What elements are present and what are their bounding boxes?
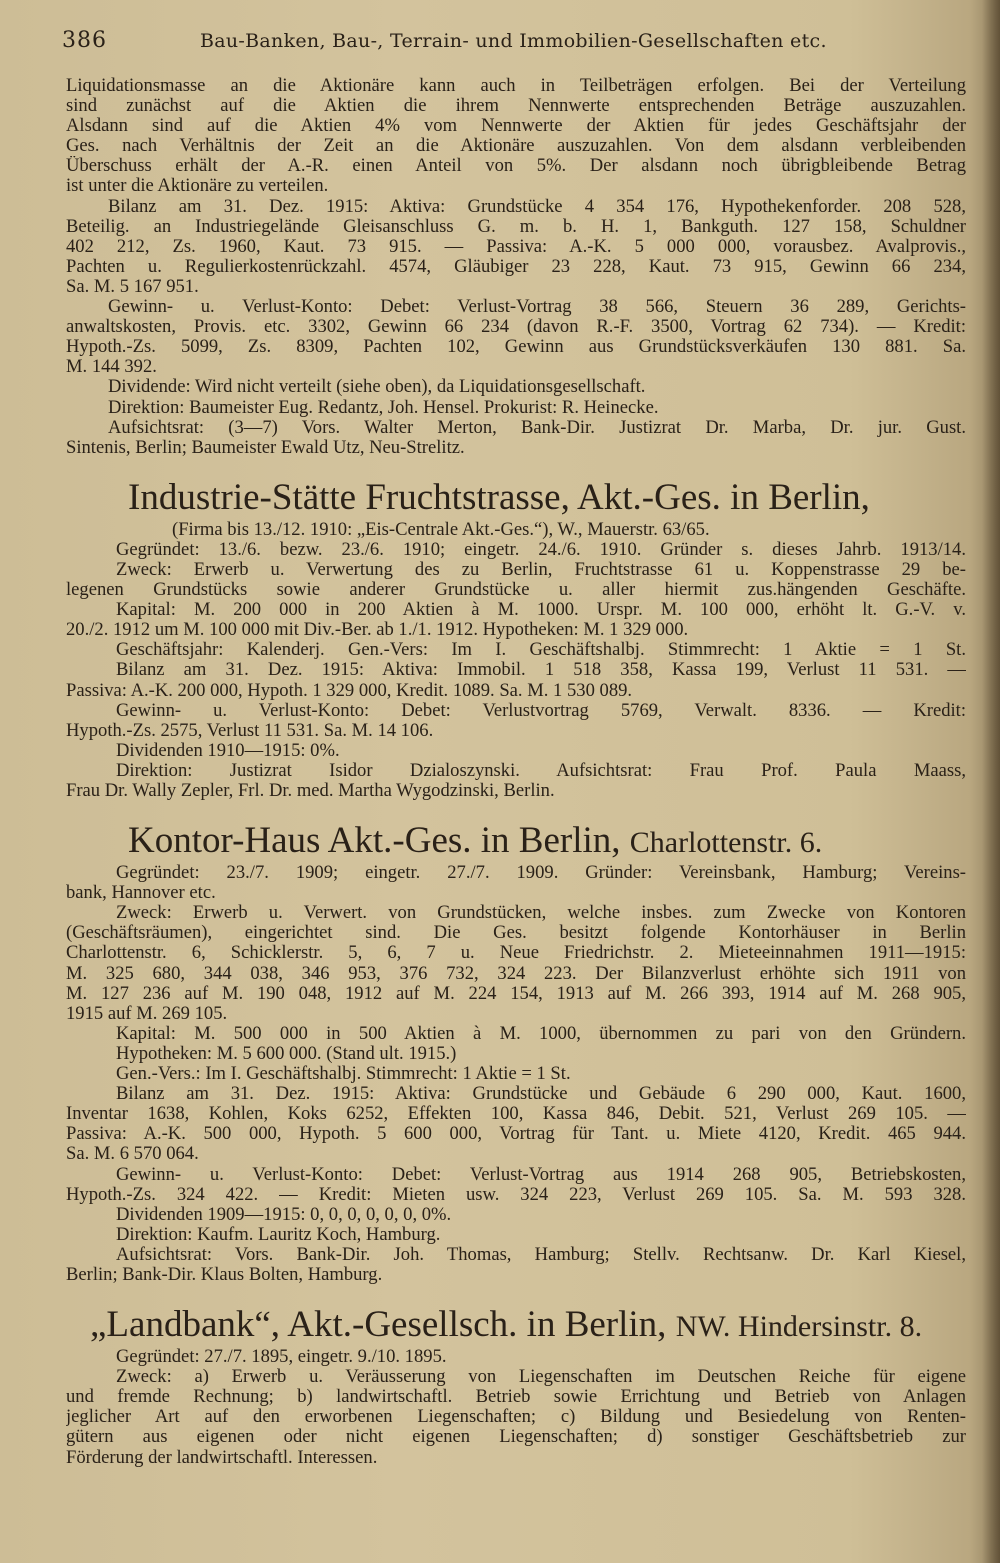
entry-title: „Landbank“, Akt.-Gesellsch. in Berlin, <box>90 1304 667 1346</box>
entry-title: Industrie-Stätte Fruchtstrasse, Akt.-Ges. in Berlin, <box>128 476 870 518</box>
text-line: 1915 auf M. 269 105. <box>66 1003 228 1024</box>
text-line: Zweck: a) Erwerb u. Veräusserung von Liegenschaften im Deutschen Reiche für eigene <box>116 1367 966 1388</box>
text-line: bank, Hannover etc. <box>66 883 216 904</box>
entry-address: NW. Hindersinstr. 8. <box>675 1310 923 1344</box>
text-line: und fremde Rechnung; b) landwirtschaftl. Betrieb sowie Errichtung und Betrieb von Anlagen <box>66 1387 966 1408</box>
text-line: (Geschäftsräumen), eingerichtet sind. Die Ges. besitzt folgende Kontorhäuser in Berlin <box>66 923 966 944</box>
text-line: Förderung der landwirtschaftl. Interessen. <box>66 1447 378 1468</box>
text-line: Dividende: Wird nicht verteilt (siehe oben), da Liquidationsgesellschaft. <box>108 377 646 398</box>
text-line: M. 144 392. <box>66 357 157 378</box>
text-line: Gewinn- u. Verlust-Konto: Debet: Verlust-Vortrag aus 1914 268 905, Betriebskosten, <box>116 1164 966 1185</box>
entry-landbank <box>66 1303 966 1468</box>
text-line: Pachten u. Regulierkostenrückzahl. 4574, Gläubiger 23 228, Kaut. 73 915, Gewinn 66 234, <box>66 256 966 277</box>
text-line: Zweck: Erwerb u. Verwertung des zu Berlin, Fruchtstrasse 61 u. Koppenstrasse 29 be- <box>116 559 966 580</box>
text-line: Direktion: Baumeister Eug. Redantz, Joh. Hensel. Prokurist: R. Heinecke. <box>108 397 659 418</box>
text-line: Kapital: M. 200 000 in 200 Aktien à M. 1000. Urspr. M. 100 000, erhöht lt. G.-V. v. <box>116 600 966 621</box>
text-line: Direktion: Justizrat Isidor Dzialoszynski. Aufsichtsrat: Frau Prof. Paula Maass, <box>116 760 966 781</box>
entry-title-row <box>66 1303 966 1347</box>
text-line: Hypotheken: M. 5 600 000. (Stand ult. 1915.) <box>116 1043 457 1064</box>
text-line: Hypoth.-Zs. 5099, Zs. 8309, Pachten 102, Gewinn aus Grundstücksverkäufen 130 881. Sa. <box>66 337 966 358</box>
running-head: Bau-Banken, Bau-, Terrain- und Immobilien-Gesellschaften etc. <box>200 30 827 52</box>
text-line: 20./2. 1912 um M. 100 000 mit Div.-Ber. ab 1./1. 1912. Hypotheken: M. 1 329 000. <box>66 620 689 641</box>
text-line: Überschuss erhält der A.-R. einen Anteil von 5%. Der alsdann noch übrigbleibende Betrag <box>66 156 966 177</box>
page-header <box>62 26 942 56</box>
text-line: Aufsichtsrat: (3—7) Vors. Walter Merton, Bank-Dir. Justizrat Dr. Marba, Dr. jur. Gust. <box>108 417 966 438</box>
text-line: Gewinn- u. Verlust-Konto: Debet: Verlustvortrag 5769, Verwalt. 8336. — Kredit: <box>116 700 966 721</box>
text-line: Gewinn- u. Verlust-Konto: Debet: Verlust-Vortrag 38 566, Steuern 36 289, Gerichts- <box>108 297 966 318</box>
text-line: jeglicher Art auf den erworbenen Liegenschaften; c) Bildung und Besiedelung von Renten- <box>66 1407 966 1428</box>
text-line: Beteilig. an Industriegelände Gleisanschluss G. m. b. H. 1, Bankguth. 127 158, Schuldner <box>66 216 966 237</box>
page-content <box>66 76 966 1468</box>
text-line: Hypoth.-Zs. 324 422. — Kredit: Mieten usw. 324 223, Verlust 269 105. Sa. M. 593 328. <box>66 1184 966 1205</box>
text-line: Charlottenstr. 6, Schicklerstr. 5, 6, 7 u. Neue Friedrichstr. 2. Mieteeinnahmen 1911—1915: <box>66 943 966 964</box>
text-line: Dividenden 1910—1915: 0%. <box>116 740 340 761</box>
entry-address: Charlottenstr. 6. <box>629 826 823 860</box>
text-line: Alsdann sind auf die Aktien 4% vom Nennwerte der Aktien für jedes Geschäftsjahr der <box>66 116 966 137</box>
text-line: gütern aus eigenen oder nicht eigenen Liegenschaften; d) sonstiger Geschäftsbetrieb zur <box>66 1427 966 1448</box>
text-line: sind zunächst auf die Aktien die ihrem Nennwerte entsprechenden Beträge auszuzahlen. <box>66 96 966 117</box>
text-line: legenen Grundstücks sowie anderer Grundstücke u. aller hiermit zus.hängenden Geschäfte. <box>66 580 966 601</box>
text-line: Gegründet: 27./7. 1895, eingetr. 9./10. 1895. <box>116 1347 447 1368</box>
entry-title: Kontor-Haus Akt.-Ges. in Berlin, <box>128 820 621 862</box>
text-line: M. 127 236 auf M. 190 048, 1912 auf M. 224 154, 1913 auf M. 266 393, 1914 auf M. 268 905, <box>66 983 966 1004</box>
text-line: Gegründet: 23./7. 1909; eingetr. 27./7. 1909. Gründer: Vereinsbank, Hamburg; Vereins- <box>116 863 966 884</box>
entry-industrie-staette <box>66 476 966 801</box>
text-line: Inventar 1638, Kohlen, Koks 6252, Effekten 100, Kassa 846, Debit. 521, Verlust 269 105. — <box>66 1104 966 1125</box>
text-line: Passiva: A.-K. 200 000, Hypoth. 1 329 000, Kredit. 1089. Sa. M. 1 530 089. <box>66 680 633 701</box>
text-line: Sa. M. 5 167 951. <box>66 276 199 297</box>
text-line: Passiva: A.-K. 500 000, Hypoth. 5 600 000, Vortrag für Tant. u. Miete 4120, Kredit. 465 944. <box>66 1124 966 1145</box>
text-line: M. 325 680, 344 038, 346 953, 376 732, 324 223. Der Bilanzverlust erhöhte sich 1911 von <box>66 963 966 984</box>
text-line: Ges. nach Verhältnis der Zeit an die Aktionäre auszuzahlen. Von dem alsdann verbleibenden <box>66 136 966 157</box>
intro-entry <box>66 76 966 458</box>
text-line: Aufsichtsrat: Vors. Bank-Dir. Joh. Thomas, Hamburg; Stellv. Rechtsanw. Dr. Karl Kiesel, <box>116 1244 966 1265</box>
text-line: Frau Dr. Wally Zepler, Frl. Dr. med. Martha Wygodzinski, Berlin. <box>66 781 555 801</box>
text-line: Geschäftsjahr: Kalenderj. Gen.-Vers: Im I. Geschäftshalbj. Stimmrecht: 1 Aktie = 1 St. <box>116 640 966 661</box>
text-line: Liquidationsmasse an die Aktionäre kann auch in Teilbeträgen erfolgen. Bei der Verteilung <box>66 76 966 96</box>
text-line: Berlin; Bank-Dir. Klaus Bolten, Hamburg. <box>66 1264 383 1285</box>
text-line: anwaltskosten, Provis. etc. 3302, Gewinn 66 234 (davon R.-F. 3500, Vortrag 62 734). — Kredit: <box>66 317 966 338</box>
page-number: 386 <box>62 28 107 53</box>
text-line: Dividenden 1909—1915: 0, 0, 0, 0, 0, 0, 0%. <box>116 1204 452 1225</box>
text-line: Kapital: M. 500 000 in 500 Aktien à M. 1000, übernommen zu pari von den Gründern. <box>116 1023 966 1044</box>
text-line: Bilanz am 31. Dez. 1915: Aktiva: Grundstücke und Gebäude 6 290 000, Kaut. 1600, <box>116 1084 966 1105</box>
text-line: Sa. M. 6 570 064. <box>66 1144 199 1165</box>
entry-kontor-haus <box>66 819 966 1285</box>
entry-title-row <box>66 819 966 863</box>
text-line: Bilanz am 31. Dez. 1915: Aktiva: Grundstücke 4 354 176, Hypothekenforder. 208 528, <box>108 196 966 217</box>
text-line: Gen.-Vers.: Im I. Geschäftshalbj. Stimmrecht: 1 Aktie = 1 St. <box>116 1064 571 1085</box>
text-line: ist unter die Aktionäre zu verteilen. <box>66 176 329 197</box>
text-line: Gegründet: 13./6. bezw. 23./6. 1910; eingetr. 24./6. 1910. Gründer s. dieses Jahrb. 1913/14. <box>116 539 966 560</box>
text-line: 402 212, Zs. 1960, Kaut. 73 915. — Passiva: A.-K. 5 000 000, vorausbez. Avalprovis., <box>66 236 966 257</box>
text-line: Hypoth.-Zs. 2575, Verlust 11 531. Sa. M. 14 106. <box>66 720 434 741</box>
text-line: Sintenis, Berlin; Baumeister Ewald Utz, Neu-Strelitz. <box>66 437 465 458</box>
text-line: Direktion: Kaufm. Lauritz Koch, Hamburg. <box>116 1224 441 1245</box>
page-edge-shadow <box>982 0 1000 1563</box>
text-line: Bilanz am 31. Dez. 1915: Aktiva: Immobil. 1 518 358, Kassa 199, Verlust 11 531. — <box>116 660 966 681</box>
text-line: Zweck: Erwerb u. Verwert. von Grundstücken, welche insbes. zum Zwecke von Kontoren <box>116 903 966 924</box>
entry-subtitle: (Firma bis 13./12. 1910: „Eis-Centrale Akt.-Ges.“), W., Mauerstr. 63/65. <box>172 519 710 540</box>
